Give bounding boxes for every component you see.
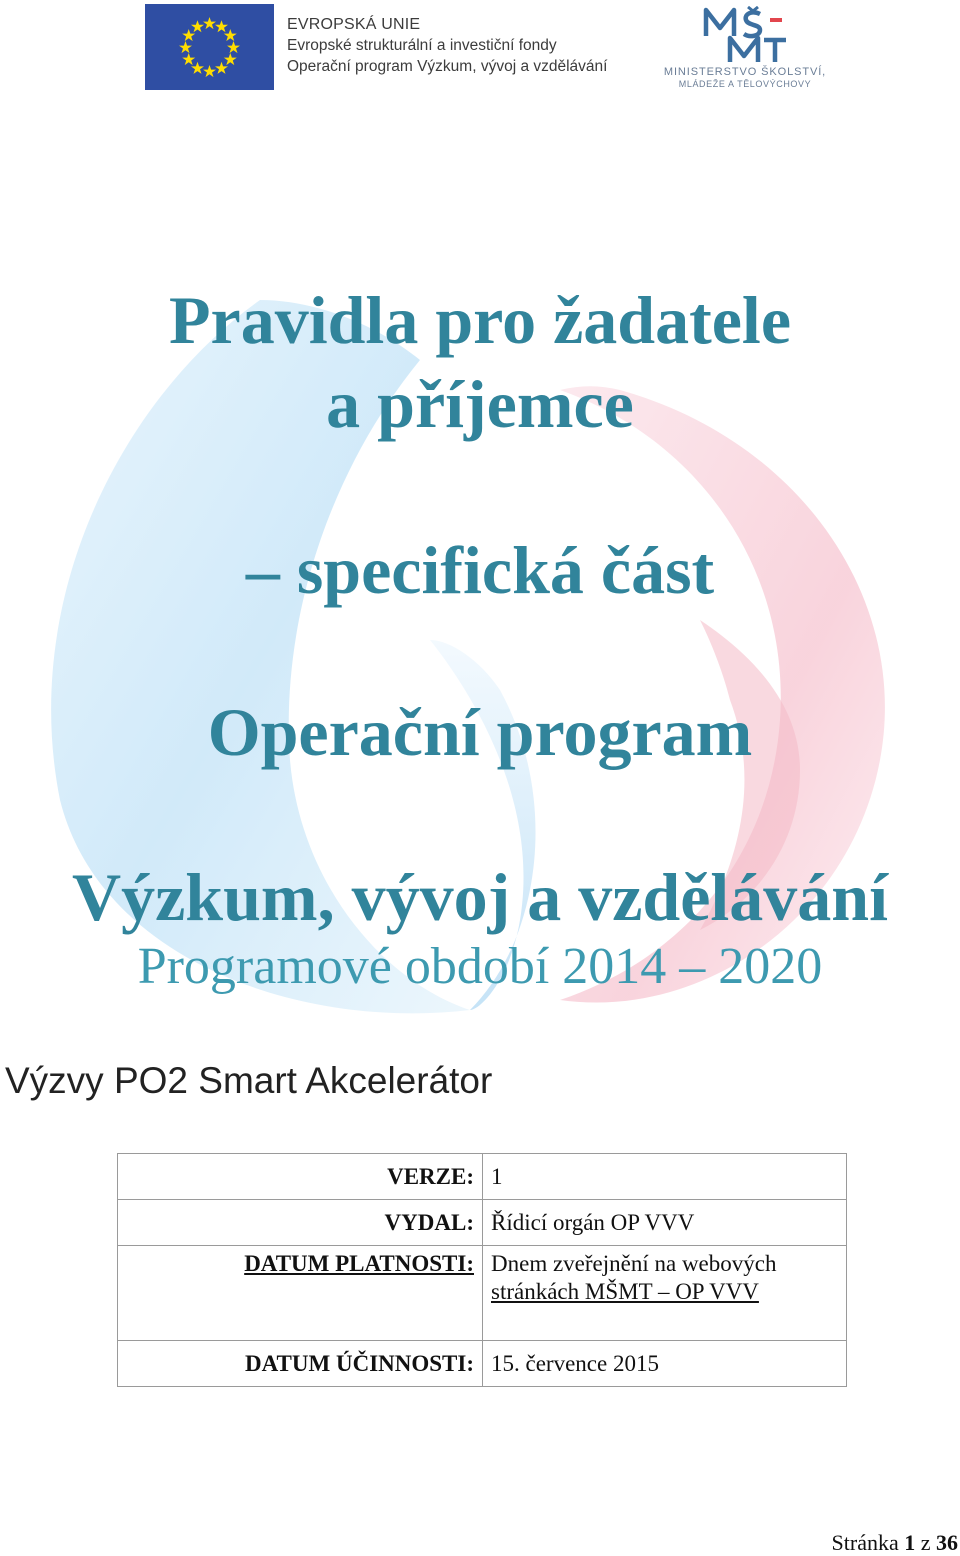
validity-label-cell <box>118 1246 483 1341</box>
table-row <box>118 1246 847 1341</box>
msmt-caption-line1: MINISTERSTVO ŠKOLSTVÍ, <box>663 66 827 78</box>
msmt-caption <box>660 66 830 90</box>
title-line-3: – specifická část <box>245 532 715 608</box>
msmt-monogram-icon <box>700 6 790 64</box>
page-word: Stránka <box>831 1530 899 1555</box>
validity-value-cell <box>483 1246 847 1341</box>
eu-funds-line: Evropské strukturální a investiční fondy <box>287 37 557 54</box>
msmt-caption-line2: MLÁDEŽE A TĚLOVÝCHOVY <box>678 79 812 89</box>
title-line-1: Pravidla pro žadatele <box>169 282 791 358</box>
validity-value-line2: stránkách MŠMT – OP VVV <box>491 1279 759 1304</box>
programme-period: Programové období 2014 – 2020 <box>137 938 823 995</box>
eu-program-line: Operační program Výzkum, vývoj a vzdělávání <box>287 58 608 75</box>
page-of: z <box>920 1530 931 1555</box>
effect-label: DATUM ÚČINNOSTI: <box>118 1341 483 1387</box>
table-row <box>118 1200 847 1246</box>
table-row <box>118 1154 847 1200</box>
page-current: 1 <box>904 1530 916 1555</box>
eu-logo <box>145 4 625 90</box>
effect-value: 15. července 2015 <box>483 1341 847 1387</box>
msmt-logo <box>660 6 830 88</box>
document-info-table <box>117 1153 847 1387</box>
page-total: 36 <box>936 1530 958 1555</box>
title-line-4: Operační program <box>207 694 753 770</box>
title-line-2: a příjemce <box>326 366 634 442</box>
title-line-5: Výzkum, vývoj a vzdělávání <box>72 859 888 935</box>
issued-value: Řídicí orgán OP VVV <box>483 1200 847 1246</box>
issued-label: VYDAL: <box>118 1200 483 1246</box>
version-value: 1 <box>483 1154 847 1200</box>
page-counter <box>832 1530 958 1556</box>
call-name: Výzvy PO2 Smart Akcelerátor <box>5 1060 493 1101</box>
eu-title: EVROPSKÁ UNIE <box>287 16 421 33</box>
eu-logo-text <box>287 14 607 77</box>
version-label: VERZE: <box>118 1154 483 1200</box>
validity-value-line1: Dnem zveřejnění na webových <box>491 1251 777 1276</box>
validity-label: DATUM PLATNOSTI: <box>244 1251 474 1276</box>
eu-flag-icon <box>145 4 274 90</box>
table-row <box>118 1341 847 1387</box>
